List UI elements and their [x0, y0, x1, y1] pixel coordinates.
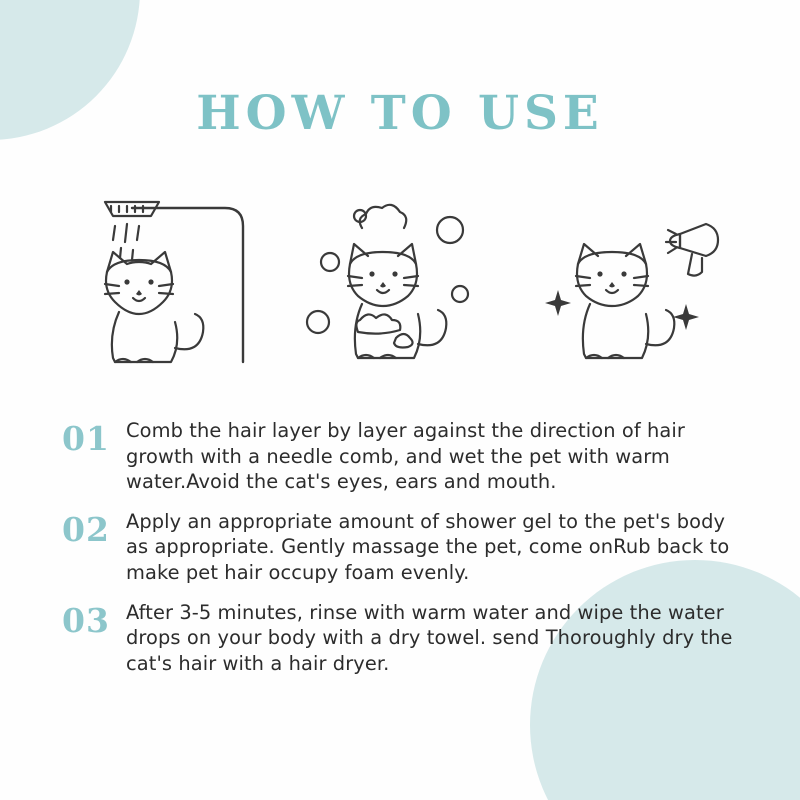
step-number: 03: [62, 600, 110, 640]
page-title: HOW TO USE: [196, 86, 604, 141]
step-text: Apply an appropriate amount of shower gel to the pet's body as appropriate. Gently massage the pet, come onRub back to make pet hair occupy foam evenly.: [126, 509, 730, 585]
list-item: [62, 418, 752, 495]
cat-under-shower-icon: [75, 172, 295, 387]
cat-with-hair-dryer-icon: [530, 172, 750, 387]
step-text: After 3-5 minutes, rinse with warm water and wipe the water drops on your body with a dry towel. send Thoroughly dry the cat's hair with a hair dryer.: [126, 600, 733, 675]
steps-list: [62, 418, 752, 690]
illustration-row: [0, 172, 800, 387]
step-number: 02: [62, 509, 110, 549]
step-text: Comb the hair layer by layer against the direction of hair growth with a needle comb, and wet the pet with warm water.Avoid the cat's eyes, ears and mouth.: [126, 419, 685, 494]
list-item: [62, 600, 752, 677]
step-number: 01: [62, 419, 110, 458]
list-item: [62, 509, 752, 586]
cat-with-foam-and-bubbles-icon: [300, 172, 520, 387]
